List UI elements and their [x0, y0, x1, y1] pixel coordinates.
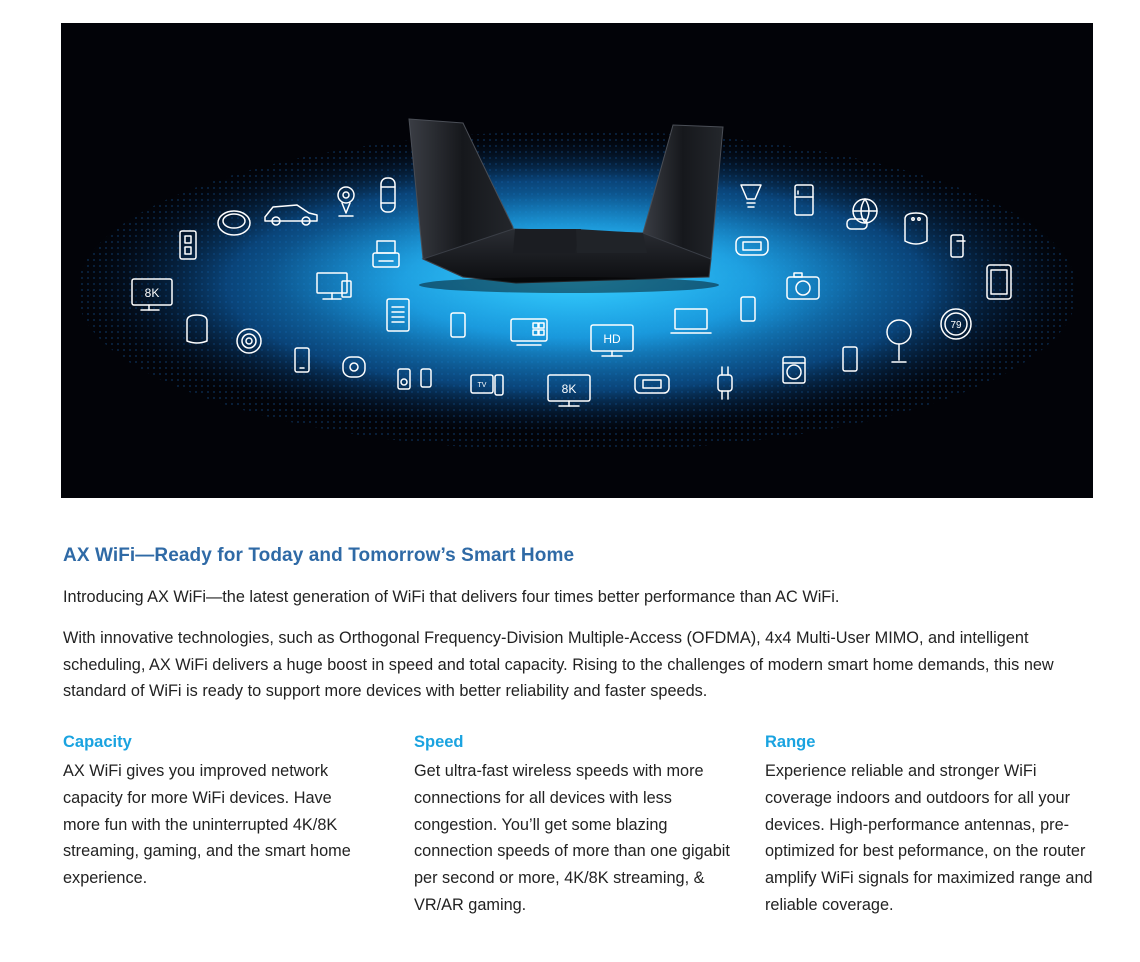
feature-speed [414, 733, 730, 919]
tv-8k-bottom-label: 8K [561, 382, 577, 396]
mini-tv-label: TV [477, 382, 487, 389]
thermostat-label: 79 [950, 320, 962, 331]
feature-text: Get ultra-fast wireless speeds with more connections for all devices with less congestion. You’ll get some blazing connection speeds of more than one gigabit per second or more, 4K/8K streaming, & VR/AR gaming. [414, 762, 730, 914]
feature-text: AX WiFi gives you improved network capacity for more WiFi devices. Have more fun with the uninterrupted 4K/8K streaming, gaming, and the smart home experience. [63, 762, 351, 888]
intro-paragraph: Introducing AX WiFi—the latest generation of WiFi that delivers four times better performance than AC WiFi. [63, 588, 840, 606]
feature-text: Experience reliable and stronger WiFi coverage indoors and outdoors for all your devices. High-performance antennas, pre-optimized for best peformance, on the router amplify WiFi signals for maximized range and reliable coverage. [765, 762, 1093, 914]
hero-image [61, 23, 1093, 498]
article-content [63, 545, 1103, 705]
section-title: AX WiFi—Ready for Today and Tomorrow’s Smart Home [63, 545, 575, 566]
feature-columns [63, 733, 1103, 933]
feature-title: Range [765, 733, 816, 751]
feature-capacity [63, 733, 368, 892]
feature-title: Capacity [63, 733, 132, 751]
body-paragraph: With innovative technologies, such as Orthogonal Frequency-Division Multiple-Access (OFDMA), 4x4 Multi-User MIMO, and intelligent scheduling, AX WiFi delivers a huge boost in speed and total capacity. Rising to the challenges of modern smart home demands, this new standard of WiFi is ready to support more devices with better reliability and faster speeds. [63, 629, 1054, 700]
feature-range [765, 733, 1101, 919]
tv-8k-label: 8K [144, 286, 160, 300]
feature-title: Speed [414, 733, 464, 751]
tv-hd-label: HD [603, 332, 621, 346]
